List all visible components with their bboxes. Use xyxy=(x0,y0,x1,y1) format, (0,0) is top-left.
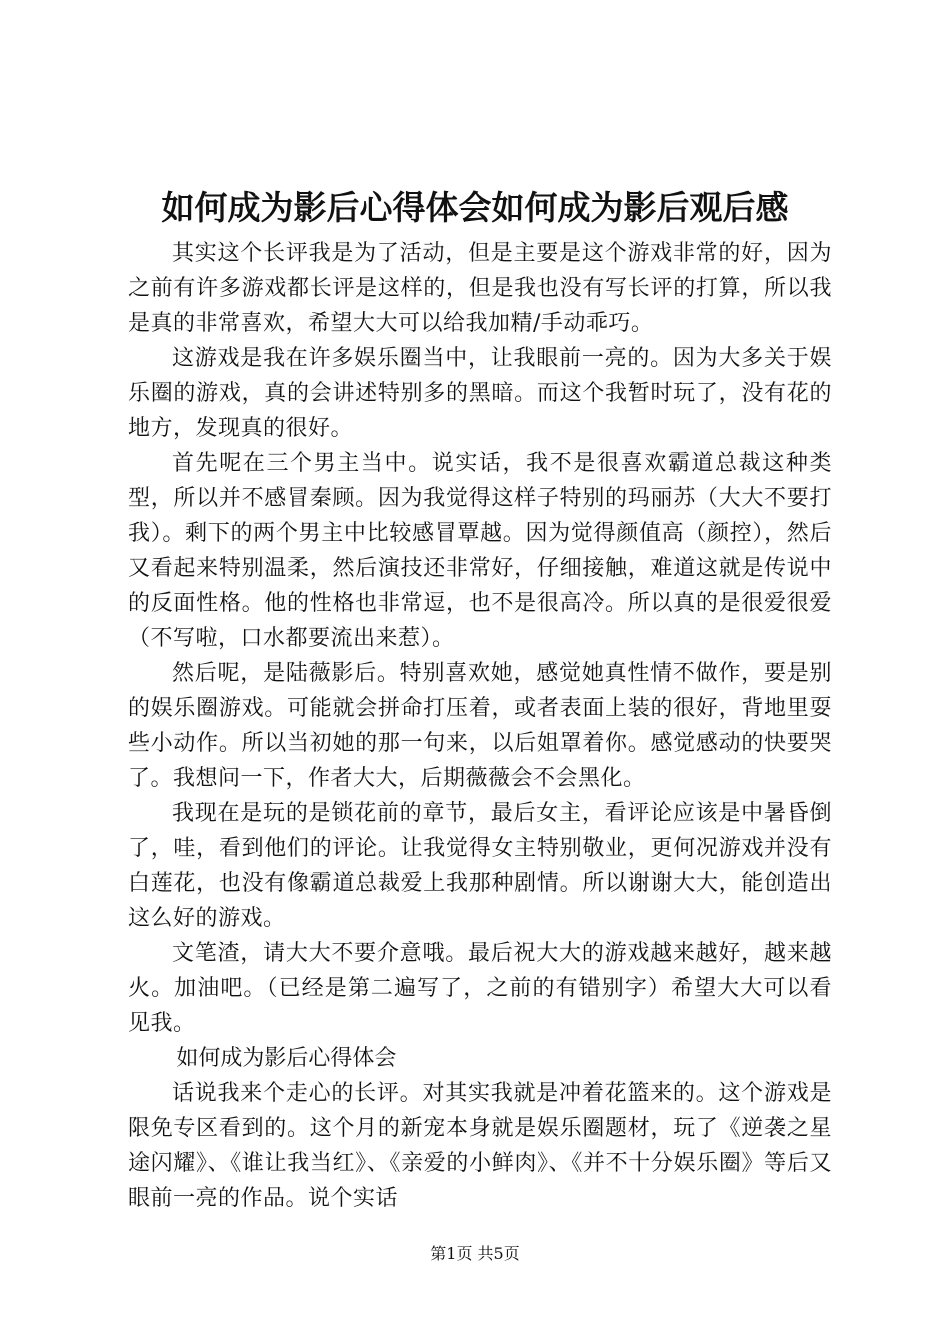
paragraph-2: 这游戏是我在许多娱乐圈当中，让我眼前一亮的。因为大多关于娱乐圈的游戏，真的会讲述特别多的黑暗。而这个我暂时玩了，没有花的地方，发现真的很好。 xyxy=(128,346,832,441)
paragraph-3: 首先呢在三个男主当中。说实话，我不是很喜欢霸道总裁这种类型，所以并不感冒秦顾。因为我觉得这样子特别的玛丽苏（大大不要打我）。剩下的两个男主中比较感冒覃越。因为觉得颜值高（颜控），然后又看起来特别温柔，然后演技还非常好，仔细接触，难道这就是传说中的反面性格。他的性格也非常逗，也不是很高冷。所以真的是很爱很爱（不写啦，口水都要流出来惹）。 xyxy=(128,451,832,651)
document-title: 如何成为影后心得体会如何成为影后观后感 xyxy=(161,188,789,227)
page-number-footer: 第1页 共5页 xyxy=(430,1244,520,1263)
document-body xyxy=(128,236,832,1216)
paragraph-7: 话说我来个走心的长评。对其实我就是冲着花篮来的。这个游戏是限免专区看到的。这个月的新宠本身就是娱乐圈题材，玩了《逆袭之星途闪耀》、《谁让我当红》、《亲爱的小鲜肉》、《并不十分娱乐圈》等后又眼前一亮的作品。说个实话 xyxy=(128,1081,832,1211)
paragraph-6: 文笔渣，请大大不要介意哦。最后祝大大的游戏越来越好，越来越火。加油吧。（已经是第二遍写了，之前的有错别字）希望大大可以看见我。 xyxy=(128,941,832,1036)
paragraph-1: 其实这个长评我是为了活动，但是主要是这个游戏非常的好，因为之前有许多游戏都长评是这样的，但是我也没有写长评的打算，所以我是真的非常喜欢，希望大大可以给我加精/手动乖巧。 xyxy=(128,241,832,336)
paragraph-4: 然后呢，是陆薇影后。特别喜欢她，感觉她真性情不做作，要是别的娱乐圈游戏。可能就会拼命打压着，或者表面上装的很好，背地里耍些小动作。所以当初她的那一句来，以后姐罩着你。感觉感动的快要哭了。我想问一下，作者大大，后期薇薇会不会黑化。 xyxy=(128,661,832,791)
paragraph-5: 我现在是玩的是锁花前的章节，最后女主，看评论应该是中暑昏倒了，哇，看到他们的评论。让我觉得女主特别敬业，更何况游戏并没有白莲花，也没有像霸道总裁爱上我那种剧情。所以谢谢大大，能创造出这么好的游戏。 xyxy=(128,801,832,931)
section-subheading: 如何成为影后心得体会 xyxy=(176,1046,397,1071)
